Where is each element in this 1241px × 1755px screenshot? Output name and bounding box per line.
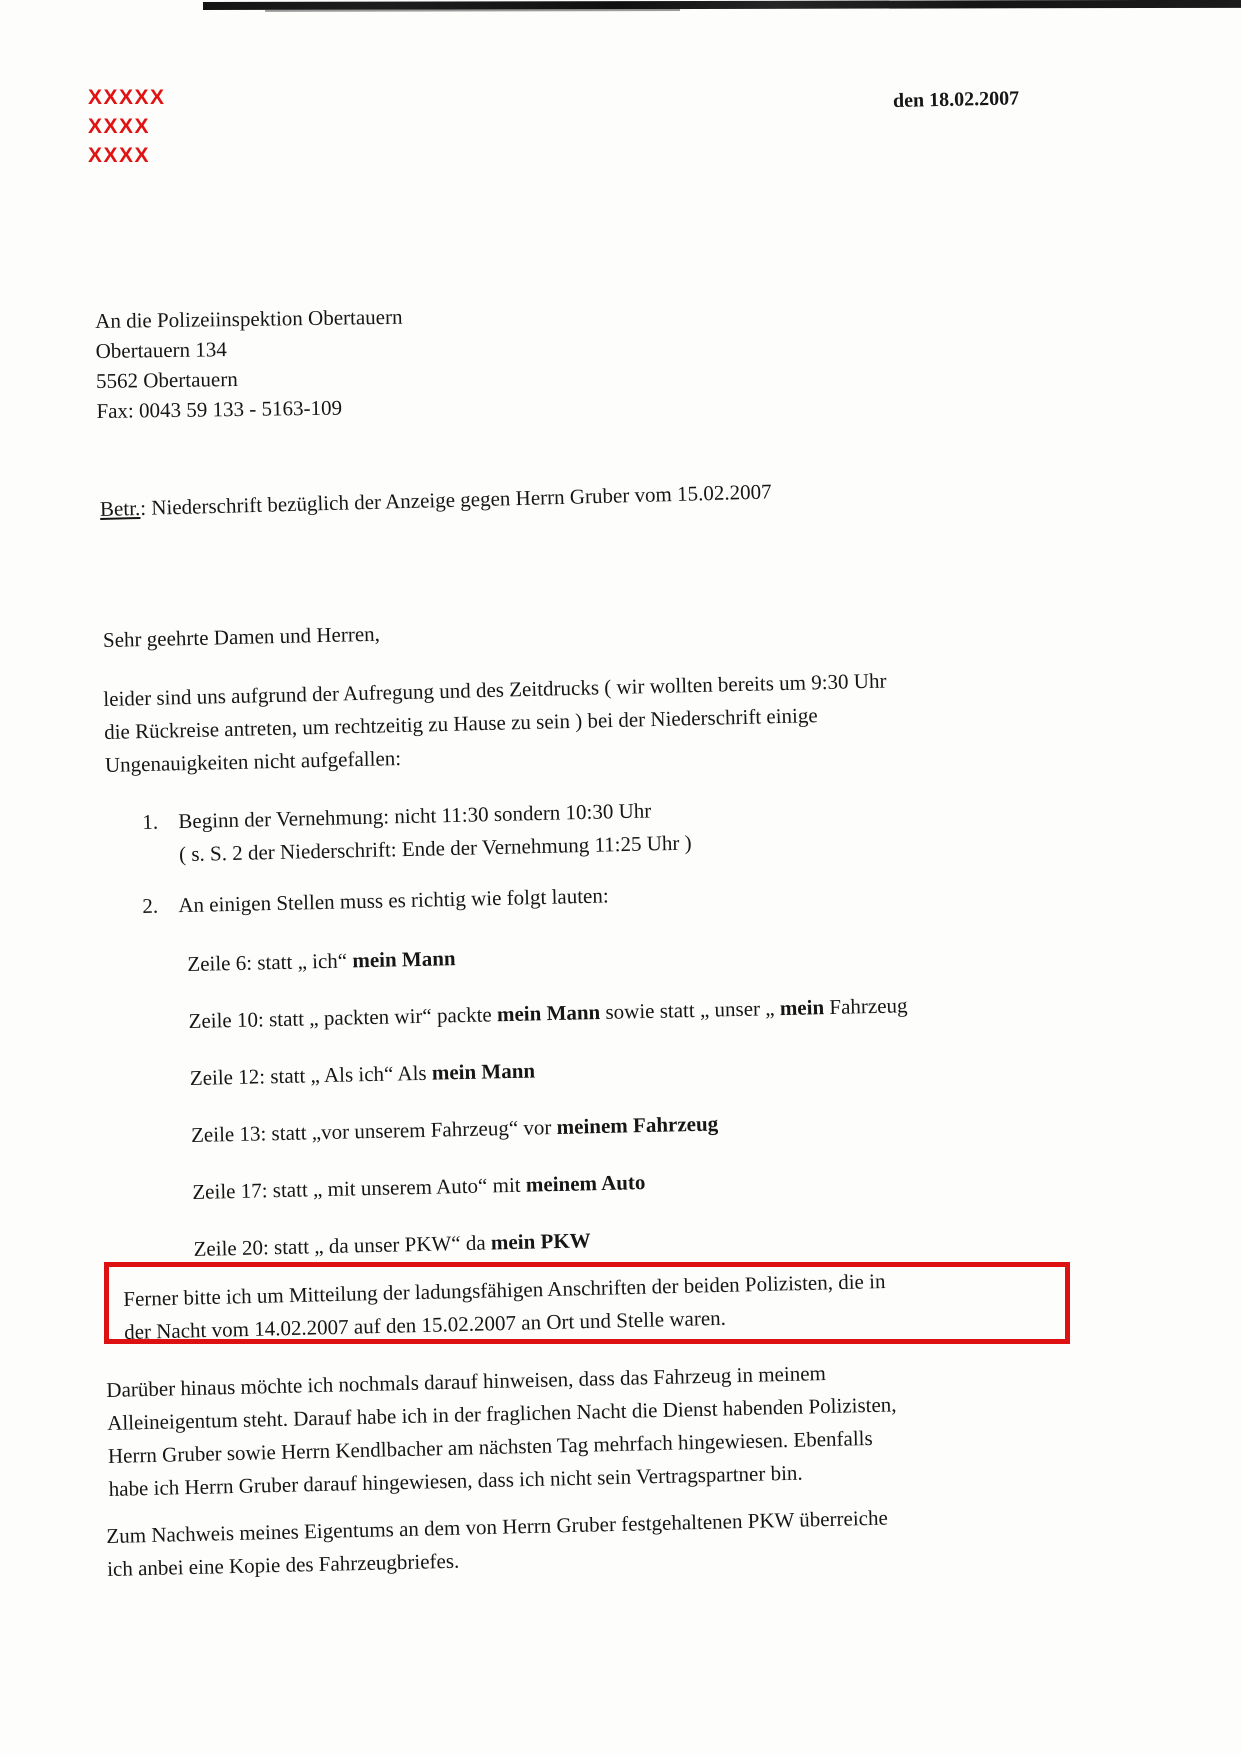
list-item-1-text: Beginn der Vernehmung: nicht 11:30 sondern 10:30 Uhr ( s. S. 2 der Niederschrift: Ende der Vernehmung 11:25 Uhr ) — [178, 798, 692, 867]
correction-lines: Zeile 6: statt „ ich“ mein Mann Zeile 10: statt „ packten wir“ packte mein Mann sowie statt „ unser „ mein Fahrzeug Zeile 12: statt „ Als ich“ Als mein Mann Zeile 13: statt „vor unserem Fahrzeug“ vor meinem Fahrzeug Zeile 17: statt „ mit unserem Auto“ mit meinem Auto Zeile 20: statt „ da unser PKW“ da mein PKW — [187, 946, 908, 1261]
ownership-paragraph: Darüber hinaus möchte ich nochmals darauf hinweisen, dass das Fahrzeug in meinem Alleineigentum steht. Darauf habe ich in der fraglichen Nacht die Dienst habenden Polizisten, Herrn Gruber sowie Herrn Kendlbacher am nächsten Tag mehrfach hingewiesen. Ebenfalls habe ich Herrn Gruber darauf hingewiesen, dass ich nicht sein Vertragspartner bin. — [106, 1361, 897, 1501]
list-item-1-number: 1. — [142, 809, 159, 834]
list-item-2 — [142, 879, 609, 923]
redaction-block: XXXXX XXXX XXXX — [88, 86, 166, 167]
list-item-2-text: An einigen Stellen muss es richtig wie folgt lauten: — [178, 883, 609, 918]
boxed-note-paragraph: Ferner bitte ich um Mitteilung der ladungsfähigen Anschriften der beiden Polizisten, die in der Nacht vom 14.02.2007 auf den 15.02.2007 an Ort und Stelle waren. — [123, 1269, 886, 1344]
list-item-2-number: 2. — [142, 893, 159, 918]
subject-line — [100, 479, 772, 522]
subject-label: Betr. — [99, 495, 141, 521]
list-item-1 — [142, 794, 692, 872]
subject-text: : Niederschrift bezüglich der Anzeige gegen Herrn Gruber vom 15.02.2007 — [139, 479, 772, 520]
proof-paragraph: Zum Nachweis meines Eigentums an dem von Herrn Gruber festgehaltenen PKW überreiche ich anbei eine Kopie des Fahrzeugbriefes. — [106, 1505, 889, 1581]
letter-date: den 18.02.2007 — [892, 87, 1020, 112]
scan-edge-artifact — [203, 0, 1241, 10]
recipient-address: An die Polizeiinspektion Obertauern Obertauern 134 5562 Obertauern Fax: 0043 59 133 - 5163-109 — [95, 304, 403, 423]
intro-paragraph: leider sind uns aufgrund der Aufregung und des Zeitdrucks ( wir wollten bereits um 9:30 Uhr die Rückreise antreten, um rechtzeitig zu Hause zu sein ) bei der Niederschrift einige Ungenauigkeiten nicht aufgefallen: — [103, 668, 887, 777]
salutation: Sehr geehrte Damen und Herren, — [102, 621, 381, 652]
